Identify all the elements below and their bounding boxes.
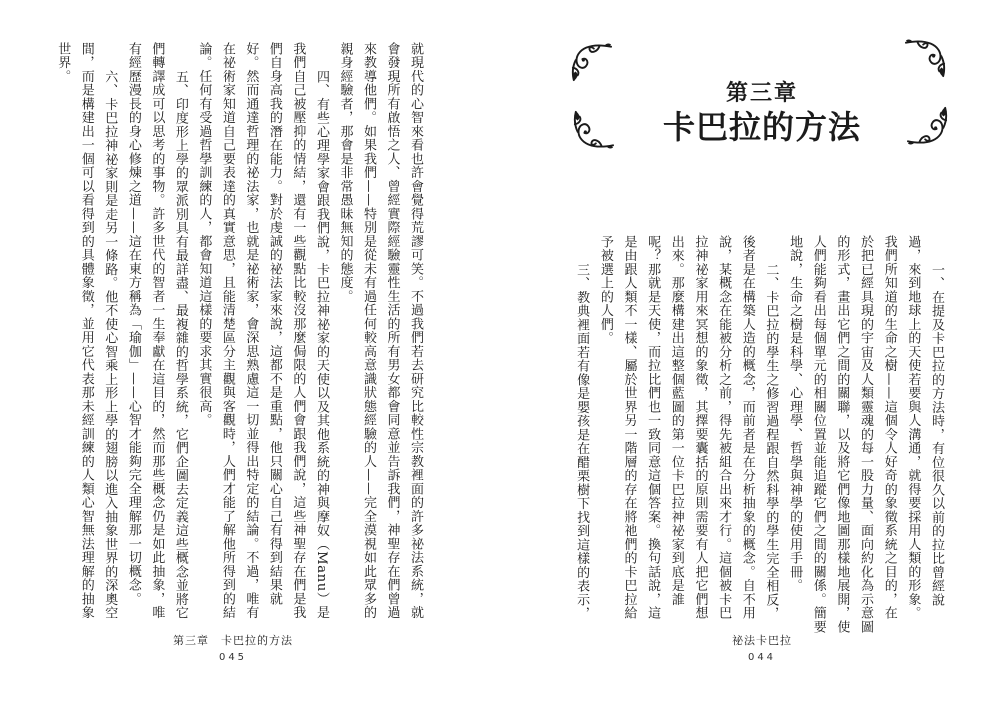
- text-column: 人們能夠看出每個單元的相關位置並能追蹤它們之間的關係。簡要: [810, 235, 826, 634]
- paragraph-start-column: 六、卡巴拉神祕家則是走另一條路。他不使心智乘上形上學的翅膀以進入抽象世界的深奧空: [102, 69, 118, 620]
- text-column: 是由跟人類不一樣、屬於世界另一階層的存在將祂們的卡巴拉給: [621, 235, 637, 620]
- text-column: 在祕術家知道自己要表達的真實意思，且能清楚區分主觀與客觀時，人們才能了解他所得到的結: [219, 42, 235, 620]
- paragraph-start-column: 二、卡巴拉的學生之修習過程跟自然科學的學生完全相反，: [763, 262, 779, 620]
- text-column: 有經歷漫長的身心修煉之道——這在東方稱為「瑜伽」——心智才能夠完全理解那一切概念。: [125, 42, 141, 606]
- corner-ornament-bottom-right: [907, 106, 949, 146]
- corner-ornament-top-right: [905, 38, 947, 78]
- text-column: 們自身高我的潛在能力。對於虔誠的祕法家來說，這都不是重點，他只關心自己有得到結果就: [266, 42, 282, 606]
- page-number: 044: [747, 652, 777, 663]
- text-column: 我們所知道的生命之樹——這個令人好奇的象徵系統之目的，在: [881, 235, 897, 620]
- corner-ornament-bottom-left: [572, 110, 614, 150]
- text-column: 會發現所有啟悟之人、曾經實際經驗靈性生活的所有男女都會同意並告訴我們，神聖存在們曾過: [384, 42, 400, 620]
- corner-flourish-icon: [572, 110, 614, 150]
- text-column: 論。任何有受過哲學訓練的人，都會知道這樣的要求其實很高。: [196, 42, 212, 427]
- corner-flourish-icon: [570, 42, 612, 82]
- running-head: 祕法卡巴拉: [732, 634, 792, 647]
- text-column: 親身經驗者，那會是非常愚昧無知的態度。: [337, 42, 353, 304]
- text-column: 予被選上的人們。: [597, 235, 613, 345]
- text-column: 好。然而通達哲理的祕法家，也就是祕術家，會深思熟慮這一切並得出特定的結論。不過，唯有: [243, 42, 259, 620]
- corner-flourish-icon: [907, 106, 949, 146]
- text-column: 出來。那麼構建出這整個藍圖的第一位卡巴拉神祕家到底是誰: [668, 235, 684, 607]
- corner-flourish-icon: [905, 38, 947, 78]
- chapter-number: 第三章: [725, 80, 798, 106]
- running-head: 第三章 卡巴拉的方法: [173, 634, 293, 647]
- text-column: 後者是在構築人造的概念，而前者是在分析抽象的概念。自不用: [739, 235, 755, 620]
- page-number: 045: [218, 652, 248, 663]
- text-column: 世界。: [55, 42, 71, 84]
- corner-ornament-top-left: [570, 42, 612, 82]
- paragraph-start-column: 四、有些心理學家會跟我們說，卡巴拉神祕家的天使以及其他系統的神與摩奴（Manu）是: [313, 69, 329, 620]
- paragraph-start-column: 五、印度形上學的眾派別具有最詳盡、最複雜的哲學系統，它們企圖去定義這些概念並將它: [172, 69, 188, 620]
- text-column: 就現代的心智來看也許會覺得荒謬可笑。不過我們若去研究比較性宗教裡面的許多祕法系統，就: [408, 42, 423, 620]
- text-column: 我們自己被壓抑的情結，還有一些觀點比較沒那麼侷限的人們會跟我們說，這些神聖存在們是我: [290, 42, 306, 620]
- right-page-text: [569, 235, 948, 634]
- chapter-title: 卡巴拉的方法: [662, 108, 861, 146]
- text-column: 拉神祕家用來冥想的象徵，其擇要囊括的原則需要有人把它們想: [692, 235, 708, 620]
- paragraph-start-column: 三、教典裡面若有像是嬰孩是在醋栗樹下找到這樣的表示，: [574, 262, 590, 620]
- text-column: 地說，生命之樹是科學、心理學、哲學與神學的使用手冊。: [787, 235, 803, 593]
- text-column: 們轉譯成可以思考的事物。許多世代的智者一生奉獻在這目的，然而那些概念仍是如此抽象，唯: [149, 42, 165, 620]
- right-page: [500, 0, 999, 709]
- text-column: 於把已經具現的宇宙及人類靈魂的每一股力量、面向約化為示意圖: [858, 235, 874, 634]
- text-column: 說，某概念在能被分析之前，得先被組合出來才行。這個被卡巴: [716, 235, 732, 620]
- text-column: 過，來到地球上的天使若要與人溝通，就得要採用人類的形象。: [905, 235, 921, 620]
- paragraph-start-column: 一、在提及卡巴拉的方法時，有位很久以前的拉比曾經說: [929, 262, 944, 607]
- text-column: 來教導他們。如果我們——特別是從未有過任何較高意識狀態經驗的人——完全漠視如此眾多的: [360, 42, 376, 620]
- text-column: 間，而是構建出一個可以看得到的具體象徵，並用它代表那未經訓練的人類心智無法理解的抽象: [78, 42, 94, 620]
- text-column: 呢？那就是天使，而拉比們也一致同意這個答案。換句話說，這: [645, 235, 661, 620]
- left-page-text: [50, 42, 427, 620]
- text-column: 的形式，畫出它們之間的關聯，以及將它們像地圖那樣地展開，使: [834, 235, 850, 634]
